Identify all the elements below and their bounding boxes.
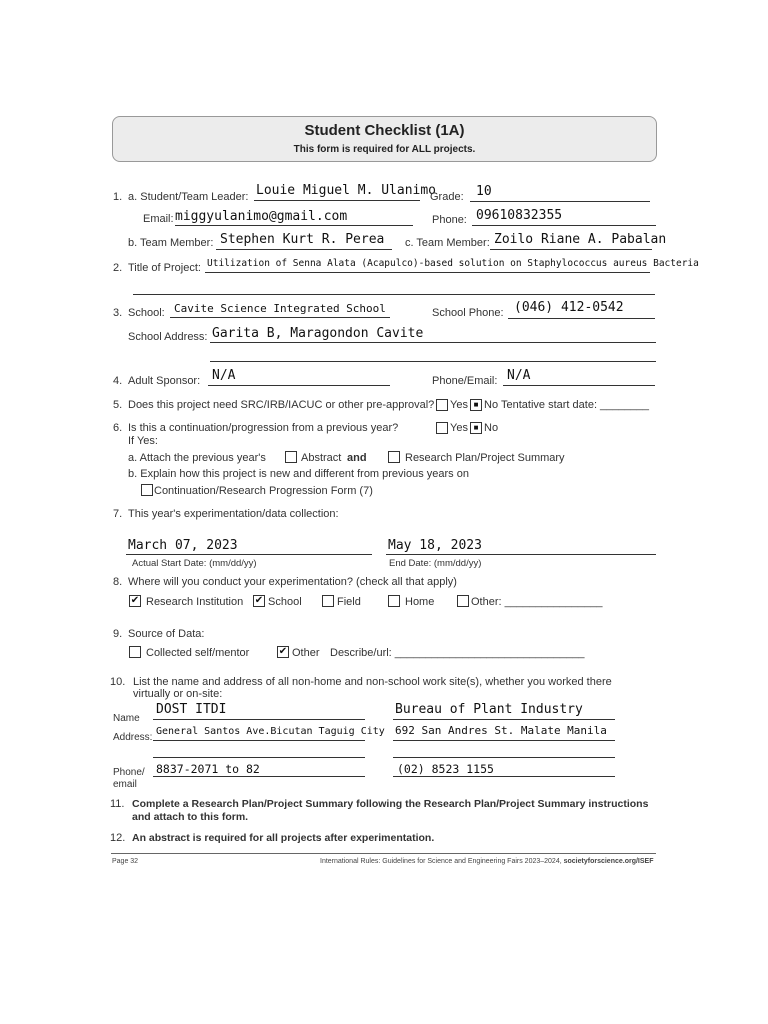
site2-name[interactable]: Bureau of Plant Industry [395, 702, 583, 717]
title-line-2 [133, 294, 655, 295]
q5-no-checkbox[interactable]: ■ [470, 399, 482, 411]
q9-number: 9. [113, 628, 123, 640]
q9-other-checkbox[interactable]: ✔ [278, 646, 288, 657]
end-date-line [386, 554, 656, 555]
site-email-label: email [113, 779, 137, 790]
member-c-label: c. Team Member: [405, 237, 490, 249]
school-line [170, 317, 390, 318]
sponsor-value[interactable]: N/A [212, 368, 236, 383]
school-phone-line [508, 318, 655, 319]
grade-label: Grade: [430, 191, 464, 203]
end-date-label: End Date: (mm/dd/yy) [389, 558, 482, 569]
address-value[interactable]: Garita B, Maragondon Cavite [212, 326, 424, 341]
q6-if-yes: If Yes: [128, 435, 158, 447]
footer-rule [111, 853, 656, 854]
q8-school-checkbox[interactable]: ✔ [254, 595, 264, 606]
q9-other-label: Other [292, 647, 320, 659]
title-line-1 [205, 272, 650, 273]
q11-number: 11. [110, 798, 125, 810]
member-b-label: b. Team Member: [128, 237, 214, 249]
q5-no-label: No [484, 399, 499, 411]
grade-line [470, 201, 650, 202]
site1-name-line [153, 719, 365, 720]
start-date-label: Actual Start Date: (mm/dd/yy) [132, 558, 257, 569]
site-name-label: Name [113, 713, 140, 724]
q6-abstract-label: Abstract [301, 452, 342, 464]
q12-text: An abstract is required for all projects after experimentation. [132, 832, 435, 844]
leader-label: a. Student/Team Leader: [128, 191, 249, 203]
q8-number: 8. [113, 576, 123, 588]
q6-number: 6. [113, 422, 123, 434]
email-value[interactable]: miggyulanimo@gmail.com [175, 209, 348, 224]
email-label: Email: [143, 213, 174, 225]
phone-email-value[interactable]: N/A [507, 368, 531, 383]
q6-b-text: b. Explain how this project is new and different from previous years on [128, 468, 469, 480]
q8-home-checkbox[interactable] [388, 595, 400, 607]
phone-line [472, 225, 656, 226]
q8-question: Where will you conduct your experimentation? (check all that apply) [128, 576, 457, 588]
site1-address-line [153, 740, 365, 741]
site1-address[interactable]: General Santos Ave.Bicutan Taguig City [156, 726, 385, 737]
site1-address-line-2 [153, 757, 365, 758]
footer-page: Page 32 [112, 858, 139, 865]
q5-yes-label: Yes [450, 399, 468, 411]
q5-tentative: Tentative start date: ________ [501, 399, 649, 411]
title-value[interactable]: Utilization of Senna Alata (Acapulco)-based solution on Staphylococcus aureus Bacteria [207, 258, 699, 269]
q8-field-label: Field [337, 596, 361, 608]
email-line [175, 225, 413, 226]
site-phone-label: Phone/ [113, 767, 145, 778]
q6-plan-checkbox[interactable] [388, 451, 400, 463]
member-b-value[interactable]: Stephen Kurt R. Perea [220, 232, 385, 247]
q9-question: Source of Data: [128, 628, 205, 640]
q6-abstract-checkbox[interactable] [285, 451, 297, 463]
q10-question-line2: virtually or on-site: [133, 688, 223, 700]
q4-number: 4. [113, 375, 123, 387]
end-date-value[interactable]: May 18, 2023 [388, 538, 482, 553]
form-title: Student Checklist (1A) [304, 122, 465, 139]
phone-value[interactable]: 09610832355 [476, 208, 563, 223]
phone-label: Phone: [432, 214, 467, 226]
q5-number: 5. [113, 399, 123, 411]
q11-text-line1: Complete a Research Plan/Project Summary following the Research Plan/Project Summary instructions [132, 798, 649, 810]
q7-question: This year's experimentation/data collection: [128, 508, 339, 520]
start-date-line [126, 554, 372, 555]
site1-phone-line [153, 776, 365, 777]
address-line-1 [210, 342, 656, 343]
q9-describe: Describe/url: _______________________________ [330, 647, 585, 659]
q6-no-label: No [484, 422, 499, 434]
q6-a-text: a. Attach the previous year's [128, 452, 266, 464]
q6-question: Is this a continuation/progression from a previous year? [128, 422, 399, 434]
school-phone-value[interactable]: (046) 412-0542 [514, 300, 624, 315]
member-c-value[interactable]: Zoilo Riane A. Pabalan [494, 232, 667, 247]
q10-question-line1: List the name and address of all non-home and non-school work site(s), whether you worked there [133, 676, 612, 688]
q8-home-label: Home [405, 596, 435, 608]
q7-number: 7. [113, 508, 123, 520]
q9-self-checkbox[interactable] [129, 646, 141, 658]
q6-form-checkbox[interactable] [141, 484, 153, 496]
school-label: School: [128, 307, 165, 319]
site2-address[interactable]: 692 San Andres St. Malate Manila [395, 724, 607, 737]
site-address-label: Address: [113, 732, 153, 743]
school-value[interactable]: Cavite Science Integrated School [174, 302, 386, 315]
site2-phone[interactable]: (02) 8523 1155 [397, 762, 494, 776]
site1-phone[interactable]: 8837-2071 to 82 [156, 762, 260, 776]
q6-plan-label: Research Plan/Project Summary [405, 452, 565, 464]
site1-name[interactable]: DOST ITDI [156, 702, 227, 717]
title-label: Title of Project: [128, 262, 201, 274]
sponsor-line [208, 385, 390, 386]
site2-address-line-2 [393, 757, 615, 758]
grade-value[interactable]: 10 [476, 184, 492, 199]
start-date-value[interactable]: March 07, 2023 [128, 538, 238, 553]
q8-other-checkbox[interactable] [457, 595, 469, 607]
q5-question: Does this project need SRC/IRB/IACUC or other pre-approval? [128, 399, 435, 411]
q9-self-label: Collected self/mentor [146, 647, 250, 659]
footer-rules [320, 858, 653, 865]
q6-form-label: Continuation/Research Progression Form (7) [154, 485, 373, 497]
q6-and-label: and [347, 452, 367, 464]
site2-phone-line [393, 776, 615, 777]
footer-site-link[interactable]: societyforscience.org/ISEF [563, 858, 654, 865]
q6-no-checkbox[interactable]: ■ [470, 422, 482, 434]
q8-institution-label: Research Institution [146, 596, 244, 608]
phone-email-label: Phone/Email: [432, 375, 498, 387]
form-subtitle: This form is required for ALL projects. [293, 144, 476, 155]
q5-yes-checkbox[interactable] [436, 399, 448, 411]
footer-rules-text: International Rules: Guidelines for Science and Engineering Fairs 2023–2024, [320, 858, 562, 865]
phone-email-line [503, 385, 655, 386]
q8-school-label: School [268, 596, 302, 608]
address-line-2 [210, 361, 656, 362]
q8-other-label: Other: ________________ [471, 596, 603, 608]
q6-yes-checkbox[interactable] [436, 422, 448, 434]
q6-yes-label: Yes [450, 422, 468, 434]
q11-text-line2: and attach to this form. [132, 811, 249, 823]
q8-institution-checkbox[interactable]: ✔ [130, 595, 140, 606]
school-phone-label: School Phone: [432, 307, 504, 319]
leader-value[interactable]: Louie Miguel M. Ulanimo [256, 183, 437, 198]
q8-field-checkbox[interactable] [322, 595, 334, 607]
address-label: School Address: [128, 331, 208, 343]
site2-address-line [393, 740, 615, 741]
q3-number: 3. [113, 307, 123, 319]
q1-number: 1. [113, 191, 123, 203]
q12-number: 12. [110, 832, 126, 844]
q2-number: 2. [113, 262, 123, 274]
sponsor-label: Adult Sponsor: [128, 375, 201, 387]
leader-line [254, 200, 420, 201]
q10-number: 10. [110, 676, 126, 688]
member-c-line [490, 249, 652, 250]
site2-name-line [393, 719, 615, 720]
member-b-line [216, 249, 392, 250]
